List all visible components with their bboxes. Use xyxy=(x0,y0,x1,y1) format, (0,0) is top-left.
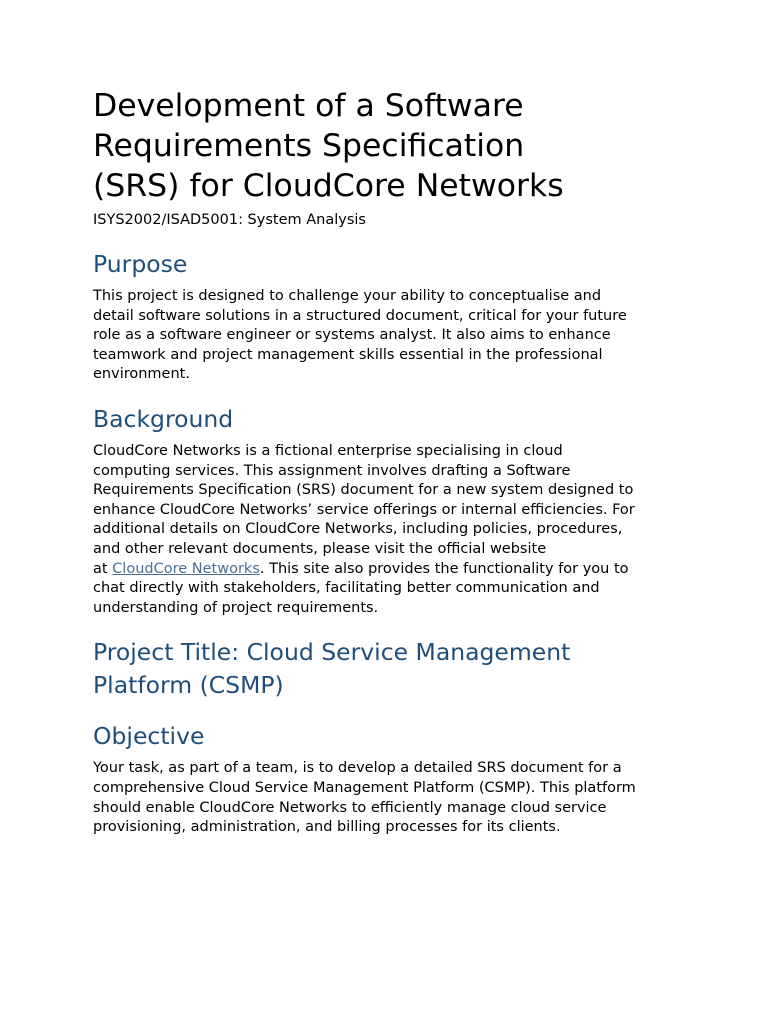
background-text-after-link: . This site also provides the functionality for you to chat directly with stakeholders, facilitating better communication and understanding of project requirements. xyxy=(93,560,629,616)
background-text-before-link: CloudCore Networks is a fictional enterprise specialising in cloud computing services. This assignment involves drafting a Software Requirements Specification (SRS) document for a new system designed to enhance CloudCore Networks’ service offerings or internal efficiencies. For additional details on CloudCore Networks, including policies, procedures, and other relevant documents, please visit the official website at xyxy=(93,442,635,577)
background-paragraph xyxy=(93,442,683,618)
objective-heading: Objective xyxy=(93,722,205,751)
background-heading: Background xyxy=(93,404,234,433)
purpose-paragraph: This project is designed to challenge your ability to conceptualise and detail software solutions in a structured document, critical for your future role as a software engineer or systems analyst. It also aims to enhance teamwork and project management skills essential in the professional environment. xyxy=(93,288,627,383)
project-title-heading: Project Title: Cloud Service Management Platform (CSMP) xyxy=(93,638,571,700)
document-page xyxy=(93,86,683,838)
purpose-heading: Purpose xyxy=(93,250,188,278)
document-subtitle: ISYS2002/ISAD5001: System Analysis xyxy=(93,212,366,228)
cloudcore-networks-link[interactable]: CloudCore Networks xyxy=(112,560,260,577)
document-title: Development of a Software Requirements Specification (SRS) for CloudCore Networks xyxy=(93,88,564,204)
objective-paragraph: Your task, as part of a team, is to develop a detailed SRS document for a comprehensive Cloud Service Management Platform (CSMP). This platform should enable CloudCore Networks to efficiently manage cloud service provisioning, administration, and billing processes for its clients. xyxy=(93,760,636,836)
